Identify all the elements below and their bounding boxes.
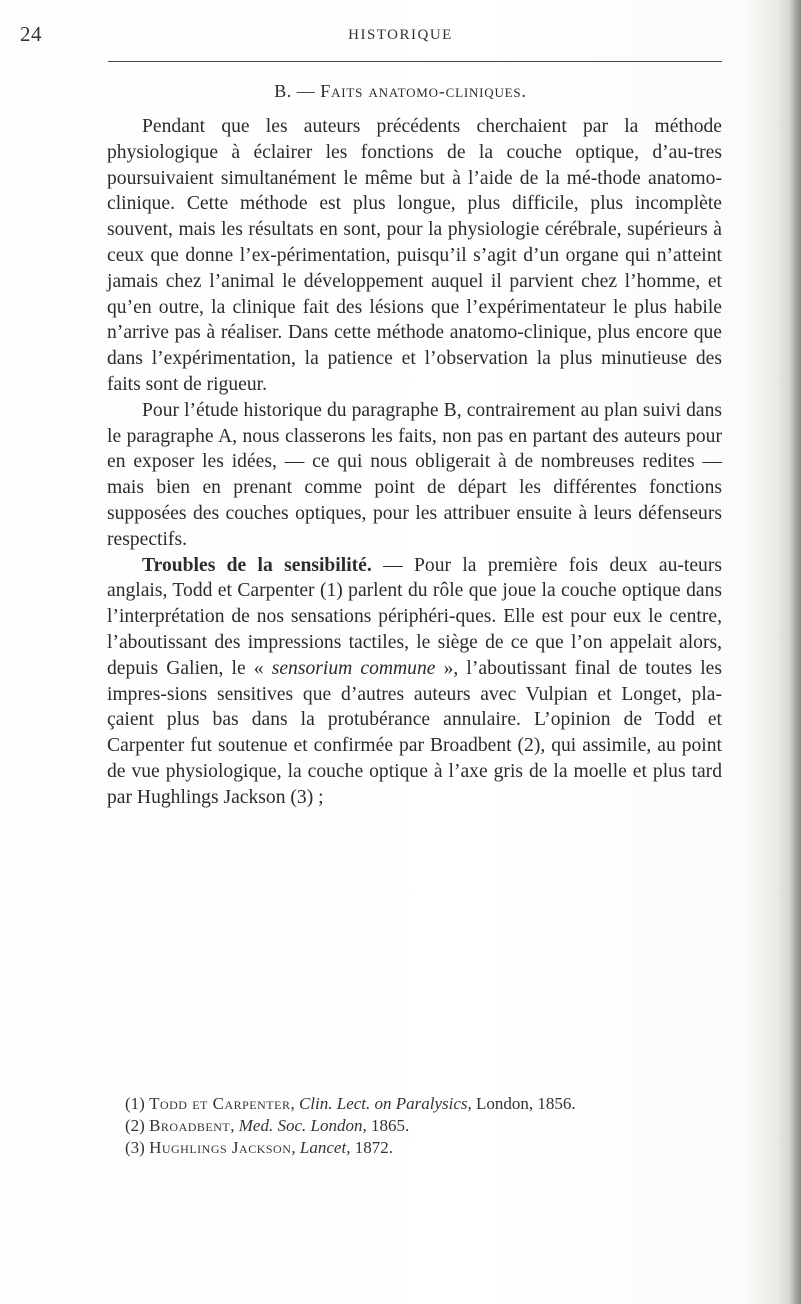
footnote	[125, 1093, 722, 1115]
footnote-sep: ,	[230, 1116, 239, 1135]
footnote-mark: (3)	[125, 1138, 150, 1157]
footnote	[125, 1115, 722, 1137]
paragraph-3-italic: sensorium commune	[271, 657, 436, 679]
paragraph-2: Pour l’étude historique du paragraphe B, contrairement au plan suivi dans le paragraphe A, nous classerons les faits, non pas en partant des auteurs pour en exposer les idées, — ce qui nous obligerait à de nombreuses redites — mais bien en prenant comme point de départ les différentes fonctions supposées des couches optiques, pour les attribuer ensuite à leurs défenseurs respectifs.	[107, 399, 722, 550]
section-title: Faits anatomo-cliniques.	[320, 81, 527, 101]
footnote-work: Lancet	[299, 1138, 347, 1157]
footnote-rest: , 1865.	[362, 1116, 410, 1135]
footnote-author: Todd et Carpenter	[149, 1094, 291, 1113]
footnote-sep: ,	[291, 1138, 300, 1157]
paragraph-3	[107, 553, 722, 811]
footnote	[125, 1137, 722, 1159]
footnotes	[125, 1093, 722, 1159]
footnote-rest: , 1872.	[346, 1138, 393, 1157]
footnote-sep: ,	[290, 1094, 299, 1113]
paragraph-3-lead: Troubles de la sensibilité.	[142, 554, 372, 576]
footnote-author: Broadbent	[149, 1116, 231, 1135]
paragraph-3-text-b: », l’aboutissant final de toutes les impres-sions sensitives que d’autres auteurs avec Vulpian et Longet, pla-çaient plus bas dans la protubérance annulaire. L’opinion de Todd et Carpenter fut soutenue et confirmée par Broadbent (2), qui assimile, au point de vue physiologique, la couche optique à l’axe gris de la moelle et plus tard par Hughlings Jackson (3) ;	[107, 657, 722, 808]
section-dash: —	[291, 81, 321, 101]
section-label: B.	[274, 81, 292, 101]
footnote-author: Hughlings Jackson	[149, 1138, 292, 1157]
paragraph-1: Pendant que les auteurs précédents cherchaient par la méthode physiologique à éclairer les fonctions de la couche optique, d’au-tres poursuivaient simultanément le même but à l’aide de la mé-thode anatomo-clinique. Cette méthode est plus longue, plus difficile, plus incomplète souvent, mais les résultats en sont, pour la physiologie cérébrale, supérieurs à ceux que donne l’ex-périmentation, puisqu’il s’agit d’un organe qui n’atteint jamais chez l’animal le développement auquel il parvient chez l’homme, et qu’en outre, la clinique fait des lésions que l’expérimentateur le plus habile n’arrive pas à réaliser. Dans cette méthode anatomo-clinique, plus encore que dans l’expérimentation, la patience et l’observation la plus minutieuse des faits sont de rigueur.	[107, 116, 722, 395]
header-rule	[108, 61, 722, 62]
page-edge-shadow	[779, 0, 801, 1304]
running-head: HISTORIQUE	[348, 27, 453, 43]
footnote-work: Clin. Lect. on Paralysics	[298, 1094, 468, 1113]
section-heading	[0, 81, 801, 102]
body-text	[107, 114, 722, 811]
footnote-mark: (1)	[125, 1094, 150, 1113]
footnote-mark: (2)	[125, 1116, 150, 1135]
page-number: 24	[20, 22, 42, 46]
paragraph-3-text-a: — Pour la première fois deux au-teurs anglais, Todd et Carpenter (1) parlent du rôle que joue la couche optique dans l’interprétation de nos sensations périphéri-ques. Elle est pour eux le centre, l’aboutissant des impressions tactiles, le siège de ce que l’on appelait alors, depuis Galien, le «	[107, 554, 722, 679]
footnote-work: Med. Soc. London	[238, 1116, 363, 1135]
footnote-rest: , London, 1856.	[467, 1094, 576, 1113]
